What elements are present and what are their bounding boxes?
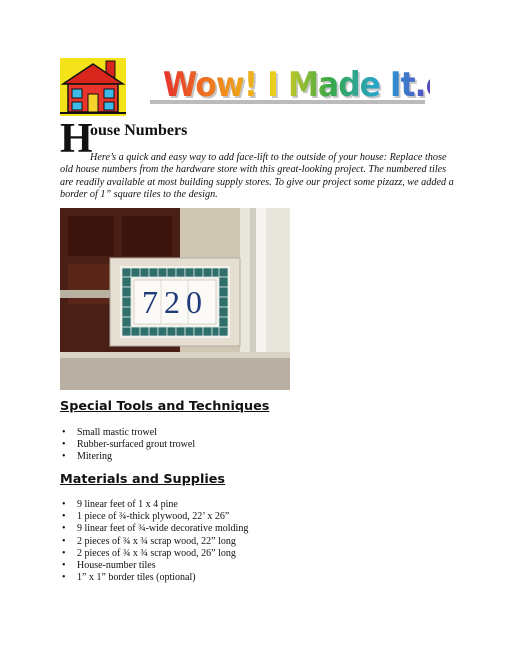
- house-logo-icon: [60, 58, 126, 116]
- house-number-photo: [60, 208, 290, 390]
- tools-list: [62, 427, 195, 464]
- brand-wordmark-text: Wow! I Made It.: [162, 64, 426, 105]
- intro-paragraph: [60, 152, 455, 202]
- house-number-text: 720: [142, 284, 208, 320]
- list-item: • 9 linear feet of ¾-wide decorative molding: [62, 523, 248, 535]
- list-item: • Mitering: [62, 451, 195, 463]
- list-item: • Small mastic trowel: [62, 427, 195, 439]
- brand-wordmark: [150, 62, 430, 112]
- list-item: • House-number tiles: [62, 560, 248, 572]
- materials-heading: Materials and Supplies: [60, 472, 226, 487]
- list-item: • Rubber-surfaced grout trowel: [62, 439, 195, 451]
- list-item: • 9 linear feet of 1 x 4 pine: [62, 499, 248, 511]
- intro-text: Here’s a quick and easy way to add face-lift to the outside of your house: Replace those old house numbers from the hardware store with this great-looking project. The numbered tiles are readily available at most building supply stores. To give our project some pizazz, we added a border of 1” square tiles to the design.: [60, 152, 454, 201]
- list-item: • 1 piece of ¾-thick plywood, 22’ x 26”: [62, 511, 248, 523]
- page-title: ouse Numbers: [90, 122, 188, 139]
- brand-wordmark-shadow: Wow! I Made It.: [164, 66, 428, 107]
- title-drop-cap: H: [60, 116, 93, 162]
- tools-heading: Special Tools and Techniques: [60, 399, 270, 414]
- list-item: • 2 pieces of ¾ x ¾ scrap wood, 26” long: [62, 548, 248, 560]
- list-item: • 2 pieces of ¾ x ¾ scrap wood, 22” long: [62, 536, 248, 548]
- materials-list: [62, 499, 248, 584]
- list-item: • 1” x 1” border tiles (optional): [62, 572, 248, 584]
